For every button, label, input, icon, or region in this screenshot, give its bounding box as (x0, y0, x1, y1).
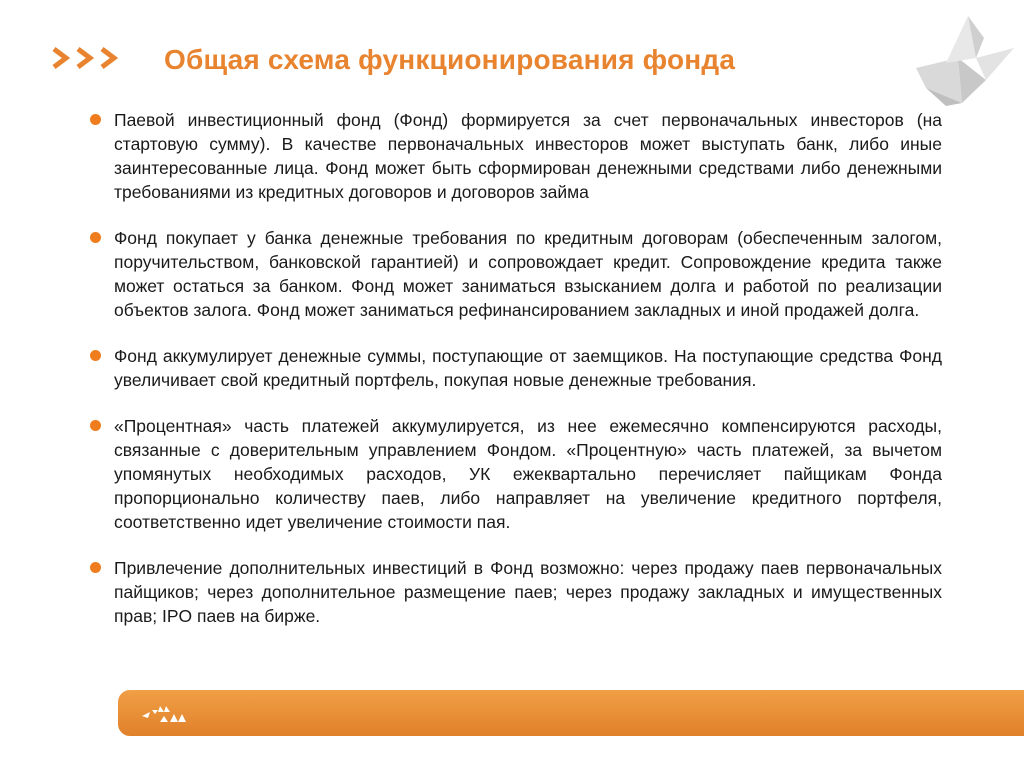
bullet-dot-icon (90, 232, 101, 243)
list-item (86, 226, 942, 322)
list-item (86, 556, 942, 628)
bullet-dot-icon (90, 562, 101, 573)
bullet-text: Паевой инвестиционный фонд (Фонд) формируется за счет первоначальных инвесторов (на стартовую сумму). В качестве первоначальных инвесторов может выступать банк, либо иные заинтересованные лица. Фонд может быть сформирован денежными средствами либо денежными требованиями из кредитных договоров и договоров займа (114, 110, 942, 202)
list-item (86, 108, 942, 204)
bullet-text: Привлечение дополнительных инвестиций в Фонд возможно: через продажу паев первоначальных пайщиков; через дополнительное размещение паев; через продажу закладных и имущественных прав; IPO паев на бирже. (114, 558, 942, 626)
bullet-text: Фонд аккумулирует денежные суммы, поступающие от заемщиков. На поступающие средства Фонд увеличивает свой кредитный портфель, покупая новые денежные требования. (114, 346, 942, 390)
bullet-text: «Процентная» часть платежей аккумулируется, из нее ежемесячно компенсируются расходы, связанные с доверительным управлением Фондом. «Процентную» часть платежей, за вычетом упомянутых необходимых расходов, УК ежеквартально перечисляет пайщикам Фонда пропорционально количеству паев, либо направляет на увеличение кредитного портфеля, соответственно идет увеличение стоимости пая. (114, 416, 942, 532)
bullet-dot-icon (90, 114, 101, 125)
bullet-dot-icon (90, 420, 101, 431)
triple-chevron-right-icon (52, 46, 132, 70)
list-item (86, 344, 942, 392)
origami-bird-icon (906, 8, 1018, 108)
bullet-dot-icon (90, 350, 101, 361)
company-logo-icon (140, 702, 188, 724)
page-title: Общая схема функционирования фонда (164, 44, 736, 75)
footer-bar (118, 690, 1024, 736)
bullet-text: Фонд покупает у банка денежные требования по кредитным договорам (обеспеченным залогом, поручительством, банковской гарантией) и сопровождает кредит. Сопровождение кредита также может остаться за банком. Фонд может заниматься взысканием долга и работой по реализации объектов залога. Фонд может заниматься рефинансированием закладных и иной продажей долга. (114, 228, 942, 320)
list-item (86, 414, 942, 534)
bullet-list (86, 108, 942, 628)
